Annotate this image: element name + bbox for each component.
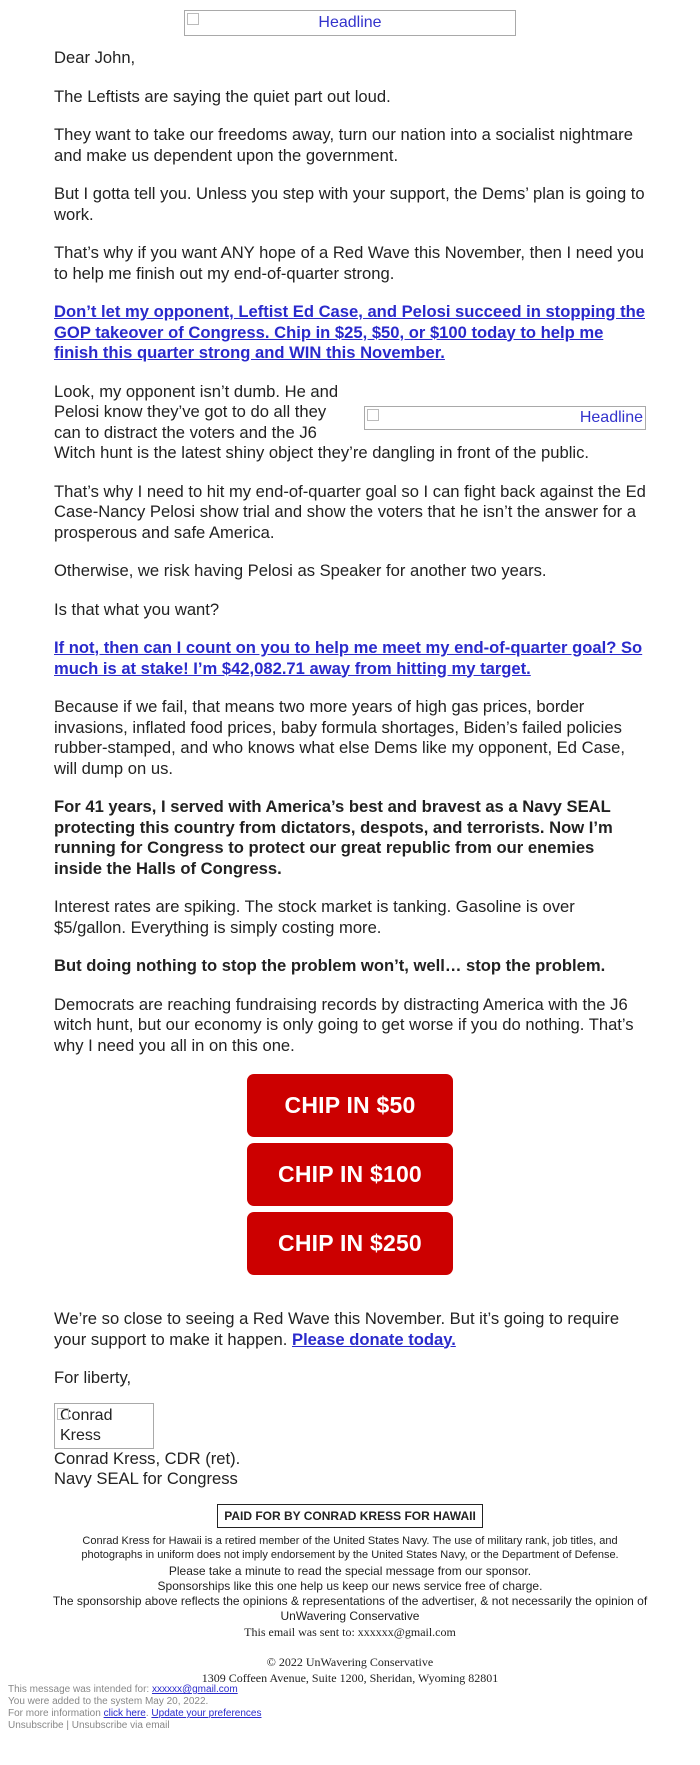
signature-title: Navy SEAL for Congress (54, 1469, 238, 1488)
paragraph-1: The Leftists are saying the quiet part out loud. (54, 86, 391, 106)
sponsor-note-2: Sponsorships like this one help us keep our news service free of charge. (157, 1578, 543, 1593)
paragraph-2: They want to take our freedoms away, turn our nation into a socialist nightmare and make us dependent upon the government. (54, 125, 633, 165)
signature-name: Conrad Kress, CDR (ret). (54, 1448, 241, 1468)
navy-disclaimer: Conrad Kress for Hawaii is a retired member of the United States Navy. The use of military rank, job titles, and photographs in uniform does not imply endorsement by the United States Navy, or the Department of Defense. (81, 1534, 619, 1561)
click-here-link[interactable]: click here (103, 1708, 146, 1719)
paragraph-12: But doing nothing to stop the problem won’t, well… stop the problem. (54, 956, 606, 975)
paragraph-13: Democrats are reaching fundraising records by distracting America with the J6 witch hunt, but our economy is only going to get worse if you do nothing. That’s why I need you all in on this one. (54, 994, 634, 1055)
chip-in-100-button[interactable]: CHIP IN $100 (247, 1143, 453, 1206)
chip-in-250-button[interactable]: CHIP IN $250 (247, 1212, 453, 1275)
paragraph-5: Look, my opponent isn’t dumb. He and Pelosi know they’ve got to do all they can to distract the voters and the J6 Witch hunt is the latest shiny object they’re dangling in front of the public. (54, 381, 589, 462)
paragraph-6: That’s why I need to hit my end-of-quarter goal so I can fight back against the Ed Case-Nancy Pelosi show trial and show the voters that he isn’t the answer for a prosperous and safe America. (54, 481, 646, 542)
intended-email-link[interactable]: xxxxxx@gmail.com (151, 1684, 238, 1695)
paragraph-8: Is that what you want? (54, 599, 220, 619)
chip-in-50-button[interactable]: CHIP IN $50 (247, 1074, 453, 1137)
paragraph-14 (54, 1309, 646, 1350)
email-body (54, 0, 646, 1686)
donate-link-2[interactable]: If not, then can I count on you to help me meet my end-of-quarter goal? So much is at stake! I’m $42,082.71 away from hitting my target. (54, 638, 643, 678)
signature-image-alt: Conrad Kress (60, 1406, 113, 1444)
sponsor-note-1: Please take a minute to read the special message from our sponsor. (168, 1563, 532, 1578)
broken-image-icon (187, 13, 199, 25)
update-preferences-link[interactable]: Update your preferences (151, 1708, 262, 1719)
added-line: You were added to the system May 20, 2022. (8, 1696, 209, 1707)
paragraph-9: Because if we fail, that means two more years of high gas prices, border invasions, inflated food prices, baby formula shortages, Biden’s failed policies rubber-stamped, and who knows what else Dems like my opponent, Ed Case, will dump on us. (54, 697, 625, 778)
signature-image (54, 1403, 154, 1449)
donate-link-paragraph-1 (54, 302, 646, 364)
separator: . (145, 1708, 152, 1719)
inline-image-alt: Headline (579, 408, 643, 426)
please-donate-link[interactable]: Please donate today. (292, 1329, 456, 1349)
donate-link-1[interactable]: Don’t let my opponent, Leftist Ed Case, and Pelosi succeed in stopping the GOP takeover of Congress. Chip in $25, $50, or $100 today to help me finish this quarter strong and WIN this November. (54, 302, 645, 362)
broken-image-icon (367, 409, 379, 421)
donation-buttons (54, 1074, 646, 1281)
paragraph-4: That’s why if you want ANY hope of a Red Wave this November, then I need you to help me finish out my end-of-quarter strong. (54, 243, 645, 283)
hero-image[interactable] (184, 10, 516, 36)
unsubscribe-line[interactable]: Unsubscribe | Unsubscribe via email (8, 1720, 170, 1731)
inline-image[interactable] (364, 406, 646, 430)
greeting: Dear John, (54, 48, 136, 67)
address: 1309 Coffeen Avenue, Suite 1200, Sheridan, Wyoming 82801 (201, 1670, 499, 1685)
more-info-label: For more information (8, 1708, 104, 1719)
closing: For liberty, (54, 1368, 132, 1387)
paragraph-3: But I gotta tell you. Unless you step with your support, the Dems’ plan is going to work. (54, 184, 645, 224)
more-info-line (8, 1708, 261, 1720)
intended-for-line (8, 1684, 261, 1696)
broken-image-icon (57, 1408, 69, 1420)
copyright: © 2022 UnWavering Conservative (266, 1654, 434, 1669)
sent-to: This email was sent to: xxxxxx@gmail.com (244, 1624, 456, 1639)
paragraph-14-text: We’re so close to seeing a Red Wave this November. But it’s going to require your support to make it happen. (54, 1309, 620, 1349)
paid-for-box: PAID FOR BY CONRAD KRESS FOR HAWAII (217, 1504, 483, 1528)
donate-link-paragraph-2 (54, 638, 646, 679)
sponsor-note-3: The sponsorship above reflects the opinions & representations of the advertiser, & not necessarily the opinion of UnWavering Conservative (52, 1593, 648, 1623)
hero-image-alt: Headline (318, 14, 382, 31)
intended-label: This message was intended for: (8, 1684, 152, 1695)
paragraph-11: Interest rates are spiking. The stock market is tanking. Gasoline is over $5/gallon. Everything is simply costing more. (54, 897, 575, 937)
paragraph-10: For 41 years, I served with America’s best and bravest as a Navy SEAL protecting this country from dictators, despots, and terrorists. Now I’m running for Congress to protect our great republic from our enemies inside the Halls of Congress. (54, 797, 613, 878)
email-footer (8, 1684, 261, 1732)
paragraph-7: Otherwise, we risk having Pelosi as Speaker for another two years. (54, 561, 547, 580)
